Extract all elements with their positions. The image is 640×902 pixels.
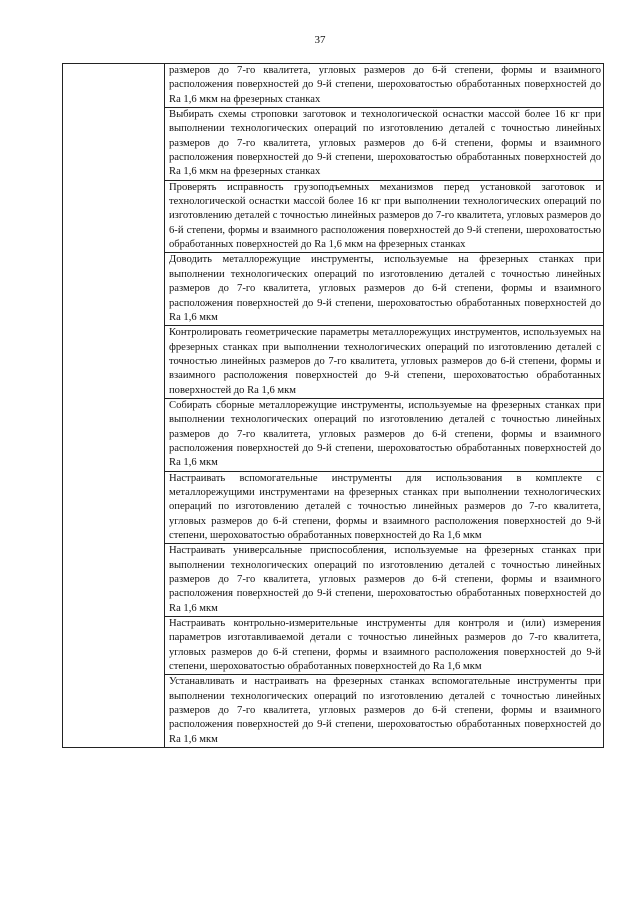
table-cell: Доводить металлорежущие инструменты, используемые на фрезерных станках при выполнении технологических операций по изготовлению деталей с точностью линейных размеров до 7-го квалитета, угловых размеров до 6-й степени, формы и взаимного расположения поверхностей до 9-й степени, шероховатостью обработанных поверхностей до Ra 1,6 мкм (165, 253, 604, 326)
table-row (63, 64, 604, 108)
table-cell: Настраивать контрольно-измерительные инструменты для контроля и (или) измерения параметров изготавливаемой детали с точностью линейных размеров до 7-го квалитета, угловых размеров до 6-й степени, формы и взаимного расположения поверхностей до 9-й степени, шероховатостью обработанных поверхностей до Ra 1,6 мкм (165, 617, 604, 675)
page-number: 37 (314, 34, 326, 46)
table-cell: Устанавливать и настраивать на фрезерных станках вспомогательные инструменты при выполнении технологических операций по изготовлению деталей с точностью линейных размеров до 7-го квалитета, угловых размеров до 6-й степени, формы и взаимного расположения поверхностей до 9-й степени, шероховатостью обработанных поверхностей до Ra 1,6 мкм (165, 675, 604, 748)
table-cell: Проверять исправность грузоподъемных механизмов перед установкой заготовок и технологической оснастки массой более 16 кг при выполнении технологических операций по изготовлению деталей с точностью линейных размеров до 7-го квалитета, угловых размеров до 6-й степени, формы и взаимного расположения поверхностей до 9-й степени, шероховатостью обработанных поверхностей до Ra 1,6 мкм на фрезерных станках (165, 180, 604, 253)
table-cell: Настраивать вспомогательные инструменты для использования в комплекте с металлорежущими инструментами на фрезерных станках при выполнении технологических операций по изготовлению деталей с точностью линейных размеров до 7-го квалитета, угловых размеров до 6-й степени, формы и взаимного расположения поверхностей до 9-й степени, шероховатостью обработанных поверхностей до Ra 1,6 мкм (165, 471, 604, 544)
table-cell: Собирать сборные металлорежущие инструменты, используемые на фрезерных станках при выполнении технологических операций по изготовлению деталей с точностью линейных размеров до 7-го квалитета, угловых размеров до 6-й степени, формы и взаимного расположения поверхностей до 9-й степени, шероховатостью обработанных поверхностей до Ra 1,6 мкм (165, 398, 604, 471)
skills-table (62, 63, 604, 748)
table-cell: Контролировать геометрические параметры металлорежущих инструментов, используемых на фрезерных станках при выполнении технологических операций по изготовлению деталей с точностью линейных размеров до 7-го квалитета, угловых размеров до 6-й степени, формы и взаимного расположения поверхностей до 9-й степени, шероховатостью обработанных поверхностей до Ra 1,6 мкм (165, 326, 604, 399)
table-cell: Настраивать универсальные приспособления, используемые на фрезерных станках при выполнении технологических операций по изготовлению деталей с точностью линейных размеров до 7-го квалитета, угловых размеров до 6-й степени, формы и взаимного расположения поверхностей до 9-й степени, шероховатостью обработанных поверхностей до Ra 1,6 мкм (165, 544, 604, 617)
table-left-column (63, 64, 165, 748)
table-cell: Выбирать схемы строповки заготовок и технологической оснастки массой более 16 кг при выполнении технологических операций по изготовлению деталей с точностью линейных размеров до 7-го квалитета, угловых размеров до 6-й степени, формы и взаимного расположения поверхностей до 9-й степени, шероховатостью обработанных поверхностей до Ra 1,6 мкм на фрезерных станках (165, 108, 604, 181)
table-cell: размеров до 7-го квалитета, угловых размеров до 6-й степени, формы и взаимного расположения поверхностей до 9-й степени, шероховатостью обработанных поверхностей до Ra 1,6 мкм на фрезерных станках (165, 64, 604, 108)
